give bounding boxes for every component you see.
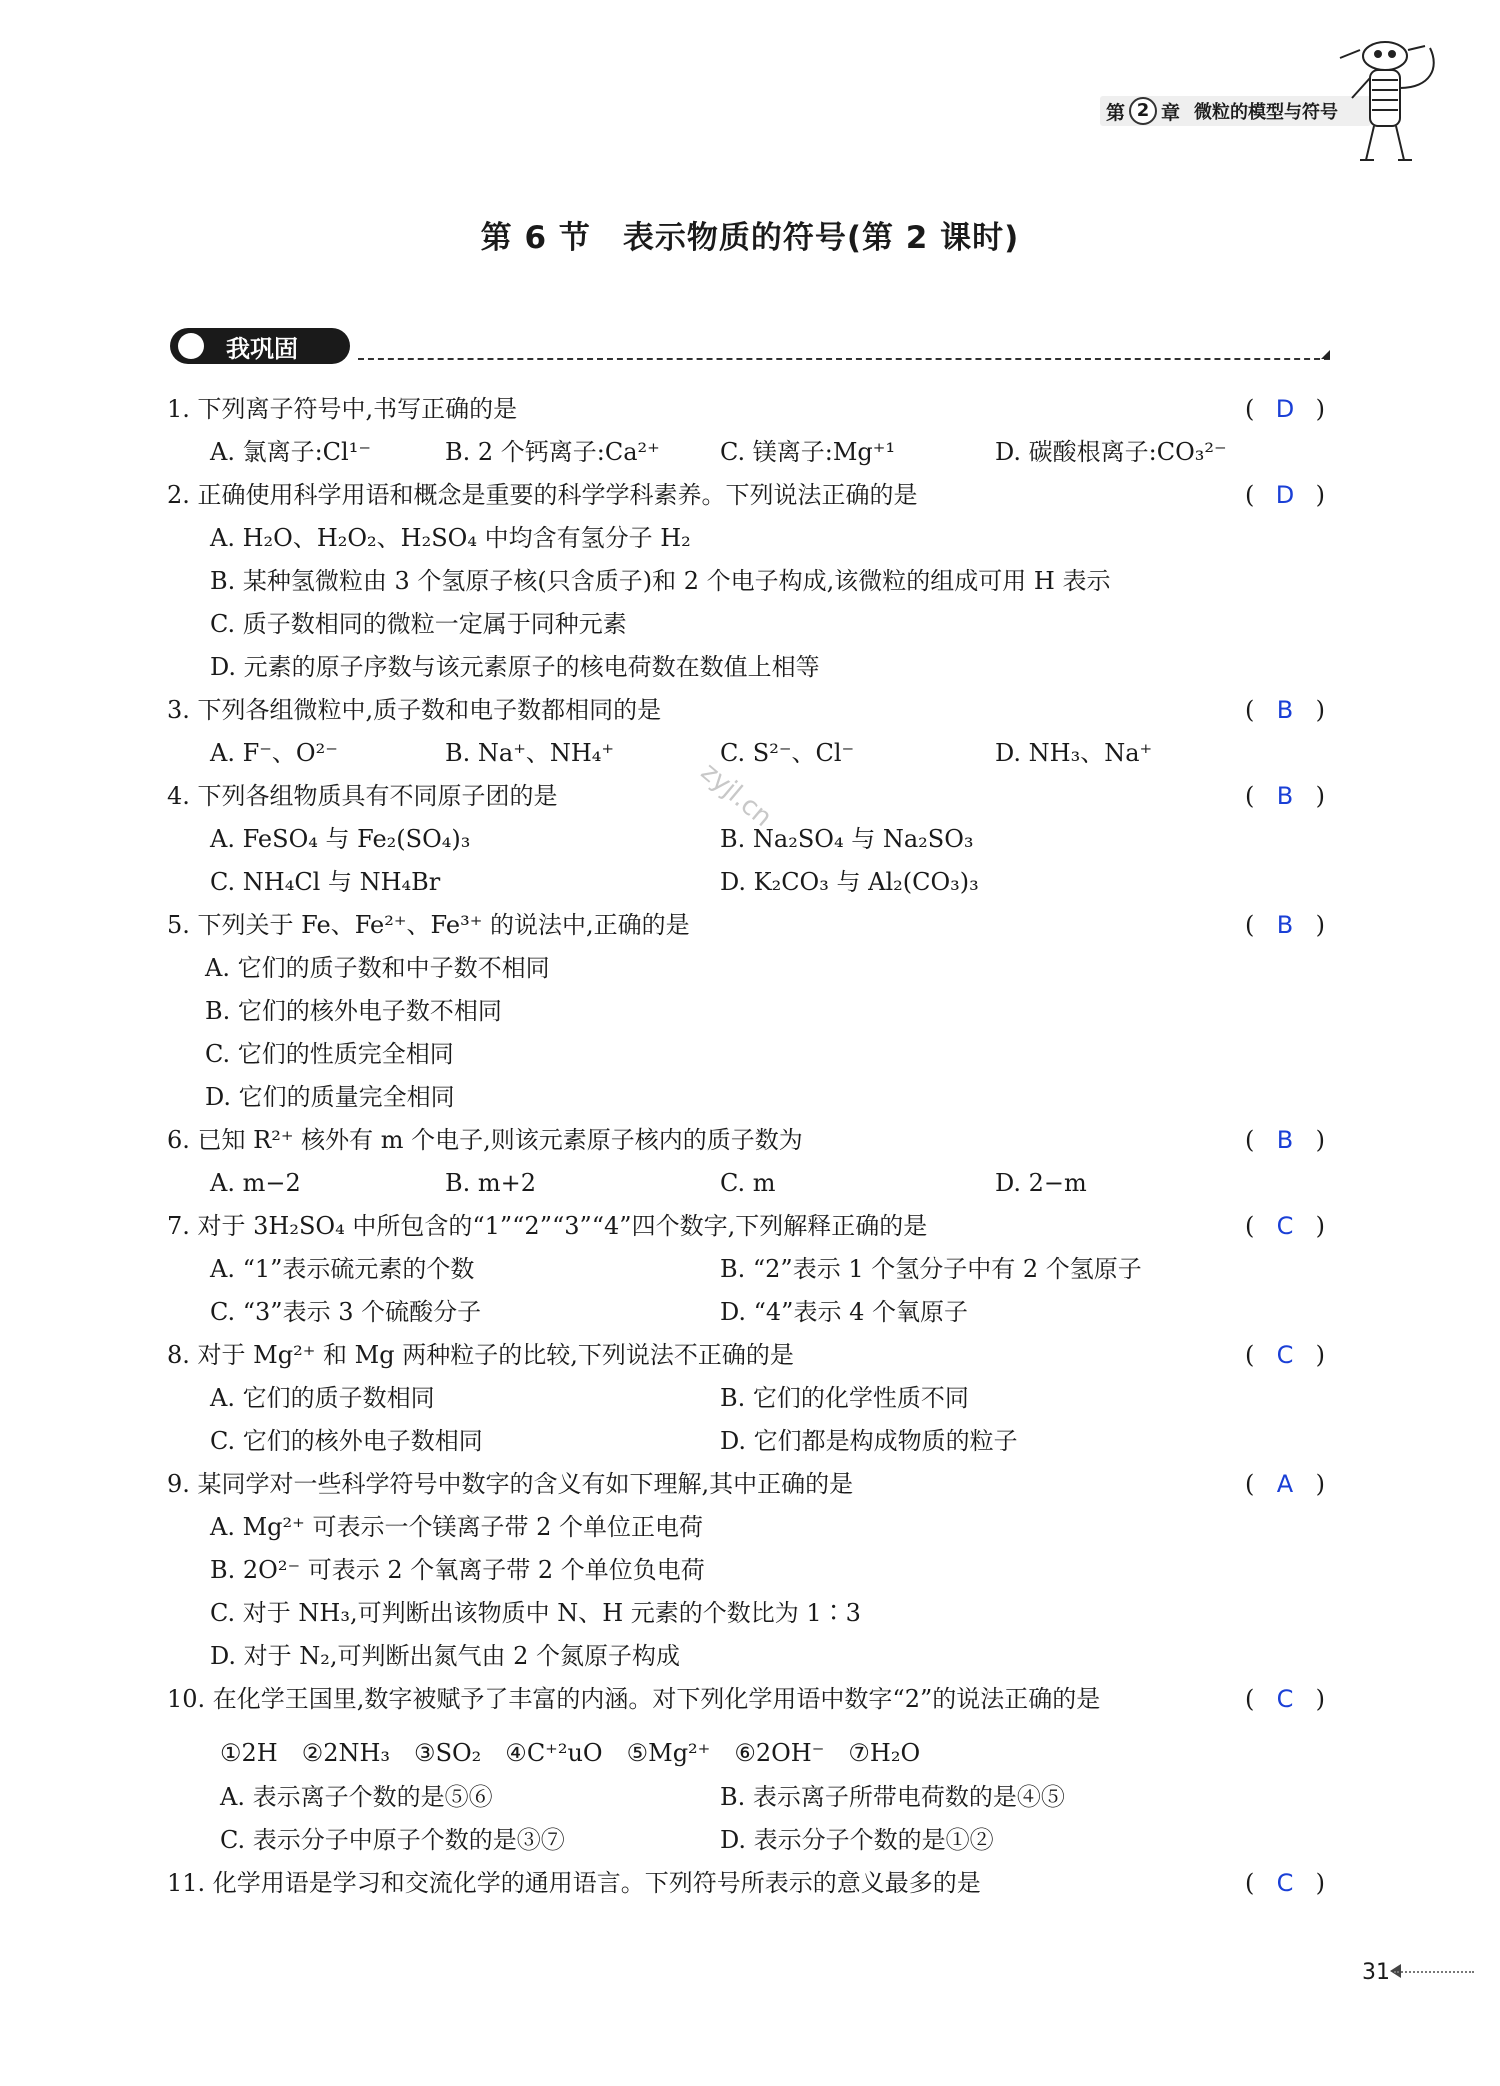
answer-letter: D — [1275, 481, 1295, 509]
q6-option-a: A. m−2 — [210, 1169, 301, 1197]
question-6-stem: 6. 已知 R²⁺ 核外有 m 个电子,则该元素原子核内的质子数为 — [167, 1126, 803, 1154]
q7-option-b: B. “2”表示 1 个氢分子中有 2 个氢原子 — [720, 1255, 1142, 1283]
q3-option-a: A. F⁻、O²⁻ — [210, 739, 338, 767]
q4-option-a: A. FeSO₄ 与 Fe₂(SO₄)₃ — [210, 825, 471, 853]
divider-end-triangle — [1321, 350, 1330, 359]
q1-option-c: C. 镁离子:Mg⁺¹ — [720, 438, 896, 466]
q9-option-c: C. 对于 NH₃,可判断出该物质中 N、H 元素的个数比为 1∶3 — [210, 1599, 861, 1627]
answer-letter: B — [1276, 1126, 1294, 1154]
chapter-number: 2 — [1129, 97, 1157, 125]
answer-letter: A — [1276, 1470, 1294, 1498]
book-icon — [178, 333, 204, 359]
question-3-answer: ( B ) — [1245, 690, 1325, 730]
q5-option-c: C. 它们的性质完全相同 — [205, 1040, 454, 1068]
q7-option-c: C. “3”表示 3 个硫酸分子 — [210, 1298, 482, 1326]
question-11-stem: 11. 化学用语是学习和交流化学的通用语言。下列符号所表示的意义最多的是 — [167, 1869, 981, 1897]
q9-option-b: B. 2O²⁻ 可表示 2 个氧离子带 2 个单位负电荷 — [210, 1556, 705, 1584]
q5-option-b: B. 它们的核外电子数不相同 — [205, 997, 502, 1025]
q6-option-c: C. m — [720, 1169, 776, 1197]
page-number-dotted-line — [1394, 1971, 1474, 1973]
q10-option-b: B. 表示离子所带电荷数的是④⑤ — [720, 1783, 1065, 1811]
question-4-stem: 4. 下列各组物质具有不同原子团的是 — [167, 782, 558, 810]
q2-option-c: C. 质子数相同的微粒一定属于同种元素 — [210, 610, 627, 638]
q3-option-d: D. NH₃、Na⁺ — [995, 739, 1153, 767]
question-7-answer: ( C ) — [1245, 1206, 1325, 1246]
tiger-mascot-icon — [1330, 28, 1450, 168]
q4-option-d: D. K₂CO₃ 与 Al₂(CO₃)₃ — [720, 868, 979, 896]
chapter-prefix: 第 — [1106, 101, 1126, 124]
question-6-answer: ( B ) — [1245, 1120, 1325, 1160]
question-2-stem: 2. 正确使用科学用语和概念是重要的科学学科素养。下列说法正确的是 — [167, 481, 918, 509]
q4-option-c: C. NH₄Cl 与 NH₄Br — [210, 868, 441, 896]
q1-option-a: A. 氯离子:Cl¹⁻ — [210, 438, 372, 466]
chapter-title: 微粒的模型与符号 — [1194, 102, 1339, 123]
q3-option-b: B. Na⁺、NH₄⁺ — [445, 739, 615, 767]
question-9-stem: 9. 某同学对一些科学符号中数字的含义有如下理解,其中正确的是 — [167, 1470, 854, 1498]
watermark: zyjl.cn — [695, 756, 778, 834]
q1-option-b: B. 2 个钙离子:Ca²⁺ — [445, 438, 660, 466]
page-number: 31 — [1362, 1960, 1390, 1985]
question-1-answer: ( D ) — [1245, 389, 1325, 429]
q2-option-b: B. 某种氢微粒由 3 个氢原子核(只含质子)和 2 个电子构成,该微粒的组成可用 H 表示 — [210, 567, 1111, 595]
question-2-answer: ( D ) — [1245, 475, 1325, 515]
q2-option-d: D. 元素的原子序数与该元素原子的核电荷数在数值上相等 — [210, 653, 820, 681]
question-5-stem: 5. 下列关于 Fe、Fe²⁺、Fe³⁺ 的说法中,正确的是 — [167, 911, 690, 939]
q6-option-b: B. m+2 — [445, 1169, 537, 1197]
question-7-stem: 7. 对于 3H₂SO₄ 中所包含的“1”“2”“3”“4”四个数字,下列解释正确的是 — [167, 1212, 928, 1240]
question-11-answer: ( C ) — [1245, 1863, 1325, 1903]
answer-letter: C — [1276, 1869, 1294, 1897]
section-pill — [170, 328, 350, 364]
section-label: 我巩固 — [226, 334, 298, 363]
question-8-stem: 8. 对于 Mg²⁺ 和 Mg 两种粒子的比较,下列说法不正确的是 — [167, 1341, 794, 1369]
section-header — [170, 328, 1330, 368]
q10-option-a: A. 表示离子个数的是⑤⑥ — [220, 1783, 493, 1811]
question-5-answer: ( B ) — [1245, 905, 1325, 945]
dashed-divider — [358, 358, 1330, 360]
answer-letter: C — [1276, 1341, 1294, 1369]
q1-option-d: D. 碳酸根离子:CO₃²⁻ — [995, 438, 1227, 466]
q7-option-d: D. “4”表示 4 个氧原子 — [720, 1298, 968, 1326]
answer-letter: D — [1275, 395, 1295, 423]
question-3-stem: 3. 下列各组微粒中,质子数和电子数都相同的是 — [167, 696, 662, 724]
q5-option-a: A. 它们的质子数和中子数不相同 — [205, 954, 550, 982]
question-8-answer: ( C ) — [1245, 1335, 1325, 1375]
q8-option-c: C. 它们的核外电子数相同 — [210, 1427, 483, 1455]
question-1-stem: 1. 下列离子符号中,书写正确的是 — [167, 395, 518, 423]
answer-letter: B — [1276, 696, 1294, 724]
q8-option-d: D. 它们都是构成物质的粒子 — [720, 1427, 1018, 1455]
question-10-stem: 10. 在化学王国里,数字被赋予了丰富的内涵。对下列化学用语中数字“2”的说法正确的是 — [167, 1685, 1101, 1713]
q10-option-d: D. 表示分子个数的是①② — [720, 1826, 994, 1854]
q6-option-d: D. 2−m — [995, 1169, 1087, 1197]
question-9-answer: ( A ) — [1245, 1464, 1325, 1504]
q10-option-c: C. 表示分子中原子个数的是③⑦ — [220, 1826, 565, 1854]
q7-option-a: A. “1”表示硫元素的个数 — [210, 1255, 475, 1283]
q9-option-d: D. 对于 N₂,可判断出氮气由 2 个氮原子构成 — [210, 1642, 681, 1670]
answer-letter: C — [1276, 1212, 1294, 1240]
answer-letter: B — [1276, 911, 1294, 939]
answer-letter: C — [1276, 1685, 1294, 1713]
q9-option-a: A. Mg²⁺ 可表示一个镁离子带 2 个单位正电荷 — [210, 1513, 703, 1541]
q2-option-a: A. H₂O、H₂O₂、H₂SO₄ 中均含有氢分子 H₂ — [210, 524, 691, 552]
section-title: 第 6 节 表示物质的符号(第 2 课时) — [480, 220, 1020, 256]
q4-option-b: B. Na₂SO₄ 与 Na₂SO₃ — [720, 825, 974, 853]
q8-option-a: A. 它们的质子数相同 — [210, 1384, 435, 1412]
question-10-answer: ( C ) — [1245, 1679, 1325, 1719]
q5-option-d: D. 它们的质量完全相同 — [205, 1083, 455, 1111]
q8-option-b: B. 它们的化学性质不同 — [720, 1384, 969, 1412]
chapter-suffix: 章 — [1161, 101, 1181, 124]
q10-items: ①2H ②2NH₃ ③SO₂ ④C⁺²uO ⑤Mg²⁺ ⑥2OH⁻ ⑦H₂O — [220, 1739, 921, 1767]
question-4-answer: ( B ) — [1245, 776, 1325, 816]
answer-letter: B — [1276, 782, 1294, 810]
q3-option-c: C. S²⁻、Cl⁻ — [720, 739, 855, 767]
